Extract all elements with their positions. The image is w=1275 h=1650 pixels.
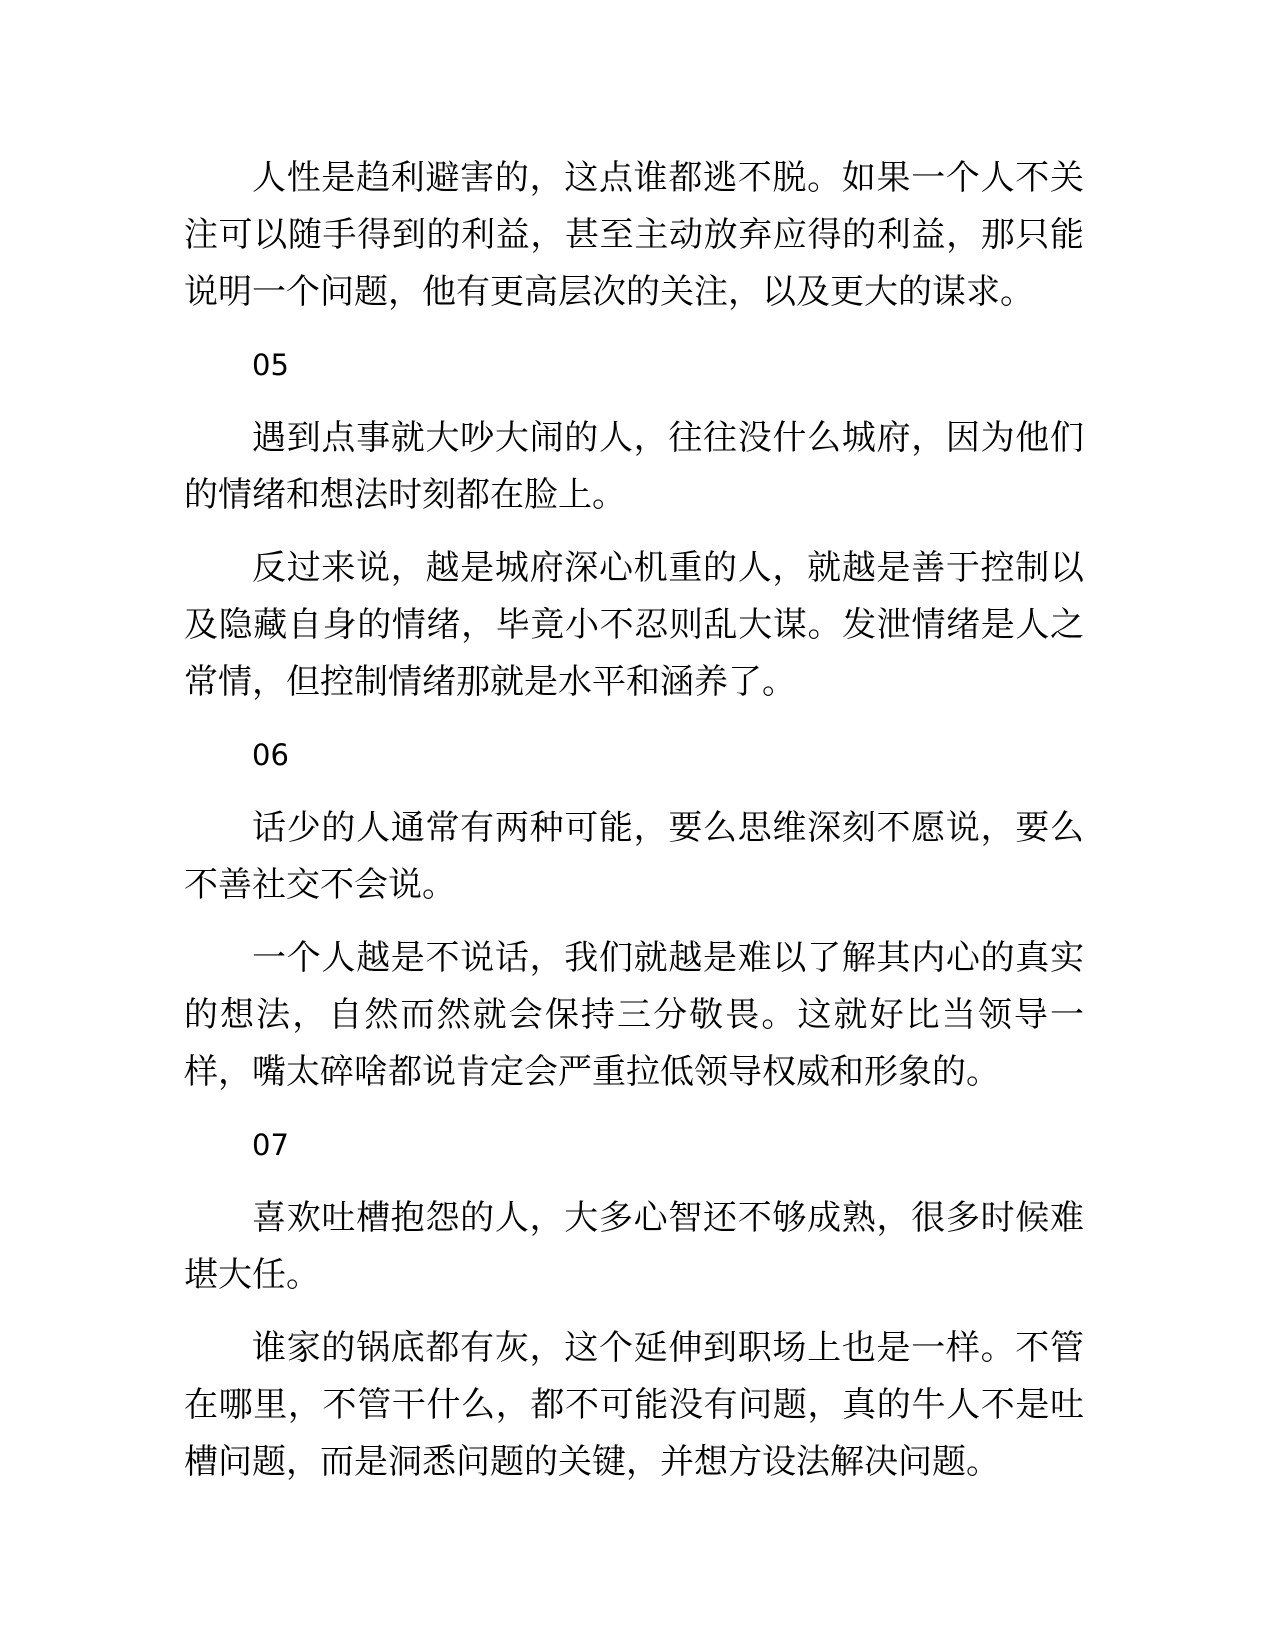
document-page bbox=[184, 150, 1084, 1507]
paragraph-emotion-control: 反过来说，越是城府深心机重的人，就越是善于控制以及隐藏自身的情绪，毕竟小不忍则乱大谋。发泄情绪是人之常情，但控制情绪那就是水平和涵养了。 bbox=[184, 548, 1084, 702]
paragraph-quiet-people: 话少的人通常有两种可能，要么思维深刻不愿说，要么不善社交不会说。 bbox=[184, 808, 1084, 905]
paragraph-self-interest: 人性是趋利避害的，这点谁都逃不脱。如果一个人不关注可以随手得到的利益，甚至主动放弃应得的利益，那只能说明一个问题，他有更高层次的关注，以及更大的谋求。 bbox=[184, 158, 1084, 312]
paragraph-solving-problems: 谁家的锅底都有灰，这个延伸到职场上也是一样。不管在哪里，不管干什么，都不可能没有问题，真的牛人不是吐槽问题，而是洞悉问题的关键，并想方设法解决问题。 bbox=[184, 1328, 1084, 1482]
paragraph-loud-people: 遇到点事就大吵大闹的人，往往没什么城府，因为他们的情绪和想法时刻都在脸上。 bbox=[184, 418, 1084, 515]
section-number-05: 05 bbox=[252, 348, 289, 382]
section-number-06: 06 bbox=[252, 738, 289, 772]
paragraph-complainers: 喜欢吐槽抱怨的人，大多心智还不够成熟，很多时候难堪大任。 bbox=[184, 1198, 1084, 1295]
section-number-07: 07 bbox=[252, 1128, 289, 1162]
paragraph-silence-respect: 一个人越是不说话，我们就越是难以了解其内心的真实的想法，自然而然就会保持三分敬畏。这就好比当领导一样，嘴太碎啥都说肯定会严重拉低领导权威和形象的。 bbox=[184, 938, 1084, 1092]
